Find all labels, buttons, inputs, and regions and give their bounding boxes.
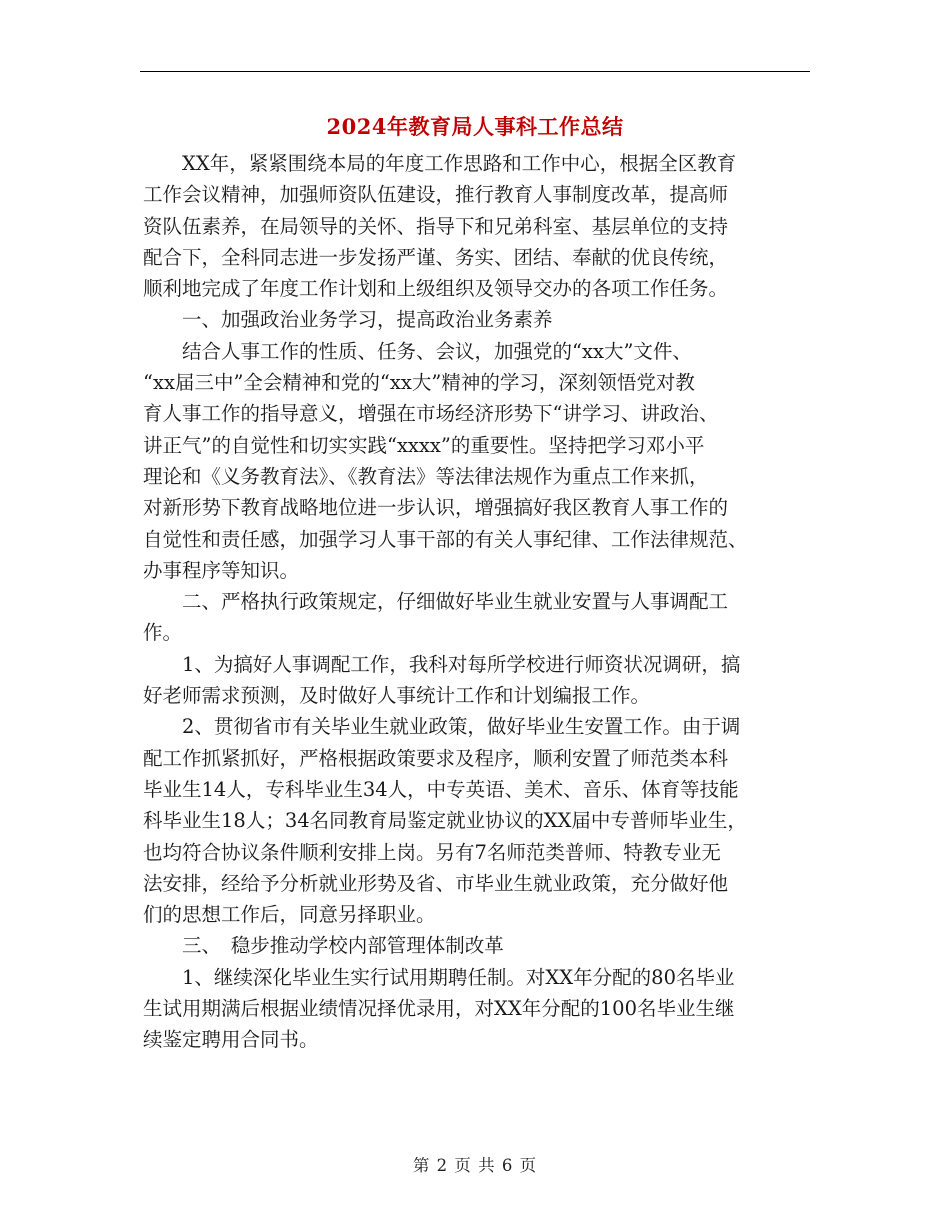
- text-line: 顺利地完成了年度工作计划和上级组织及领导交办的各项工作任务。: [143, 277, 729, 301]
- text-line: 工作会议精神，加强师资队伍建设，推行教育人事制度改革，提高师: [143, 183, 729, 207]
- text-line: 办事程序等知识。: [143, 558, 300, 582]
- text-line: 也均符合协议条件顺利安排上岗。另有7名师范类普师、特教专业无: [143, 840, 721, 864]
- text-line: 续鉴定聘用合同书。: [143, 1028, 319, 1052]
- section-heading-3: 三、 稳步推动学校内部管理体制改革: [143, 934, 504, 958]
- text-line: 配合下，全科同志进一步发扬严谨、务实、团结、奉献的优良传统，: [143, 245, 729, 269]
- text-line: 毕业生14人，专科毕业生34人，中专英语、美术、音乐、体育等技能: [143, 777, 739, 801]
- text-line: 2、贯彻省市有关毕业生就业政策，做好毕业生安置工作。由于调: [143, 715, 741, 739]
- text-line: 资队伍素养，在局领导的关怀、指导下和兄弟科室、基层单位的支持: [143, 214, 729, 238]
- text-line: 科毕业生18人；34名同教育局鉴定就业协议的XX届中专普师毕业生，: [143, 809, 747, 833]
- text-line: XX年，紧紧围绕本局的年度工作思路和工作中心，根据全区教育: [143, 152, 737, 175]
- text-line: 育人事工作的指导意义，增强在市场经济形势下“讲学习、讲政治、: [143, 402, 719, 426]
- text-line: 配工作抓紧抓好，严格根据政策要求及程序，顺利安置了师范类本科: [143, 746, 729, 770]
- text-line: 结合人事工作的性质、任务、会议，加强党的“xx大”文件、: [143, 339, 692, 363]
- page-number: 第 2 页 共 6 页: [412, 1156, 538, 1175]
- document-title: 2024年教育局人事科工作总结: [326, 114, 624, 139]
- section-heading-1: 一、加强政治业务学习，提高政治业务素养: [143, 308, 553, 332]
- text-line: 作。: [143, 621, 183, 645]
- text-line: 法安排，经给予分析就业形势及省、市毕业生就业政策，充分做好他: [143, 871, 729, 895]
- text-line: 自觉性和责任感，加强学习人事干部的有关人事纪律、工作法律规范、: [143, 527, 748, 551]
- text-line: “xx届三中”全会精神和党的“xx大”精神的学习，深刻领悟党对教: [143, 371, 695, 395]
- text-line: 讲正气”的自觉性和切实实践“xxxx”的重要性。坚持把学习邓小平: [143, 433, 705, 457]
- header-rule: [140, 71, 810, 72]
- body-text: [143, 148, 810, 1056]
- text-line: 好老师需求预测，及时做好人事统计工作和计划编报工作。: [143, 684, 651, 708]
- text-line: 1、继续深化毕业生实行试用期聘任制。对XX年分配的80名毕业: [143, 965, 735, 989]
- text-line: 生试用期满后根据业绩情况择优录用，对XX年分配的100名毕业生继: [143, 997, 735, 1021]
- section-heading-2: 二、严格执行政策规定，仔细做好毕业生就业安置与人事调配工: [143, 590, 729, 614]
- text-line: 们的思想工作后，同意另择职业。: [143, 903, 436, 927]
- text-line: 对新形势下教育战略地位进一步认识，增强搞好我区教育人事工作的: [143, 496, 729, 520]
- text-line: 理论和《义务教育法》、《教育法》等法律法规作为重点工作来抓，: [143, 464, 709, 488]
- text-line: 1、为搞好人事调配工作，我科对每所学校进行师资状况调研，搞: [143, 652, 741, 676]
- document-body: [143, 148, 810, 1056]
